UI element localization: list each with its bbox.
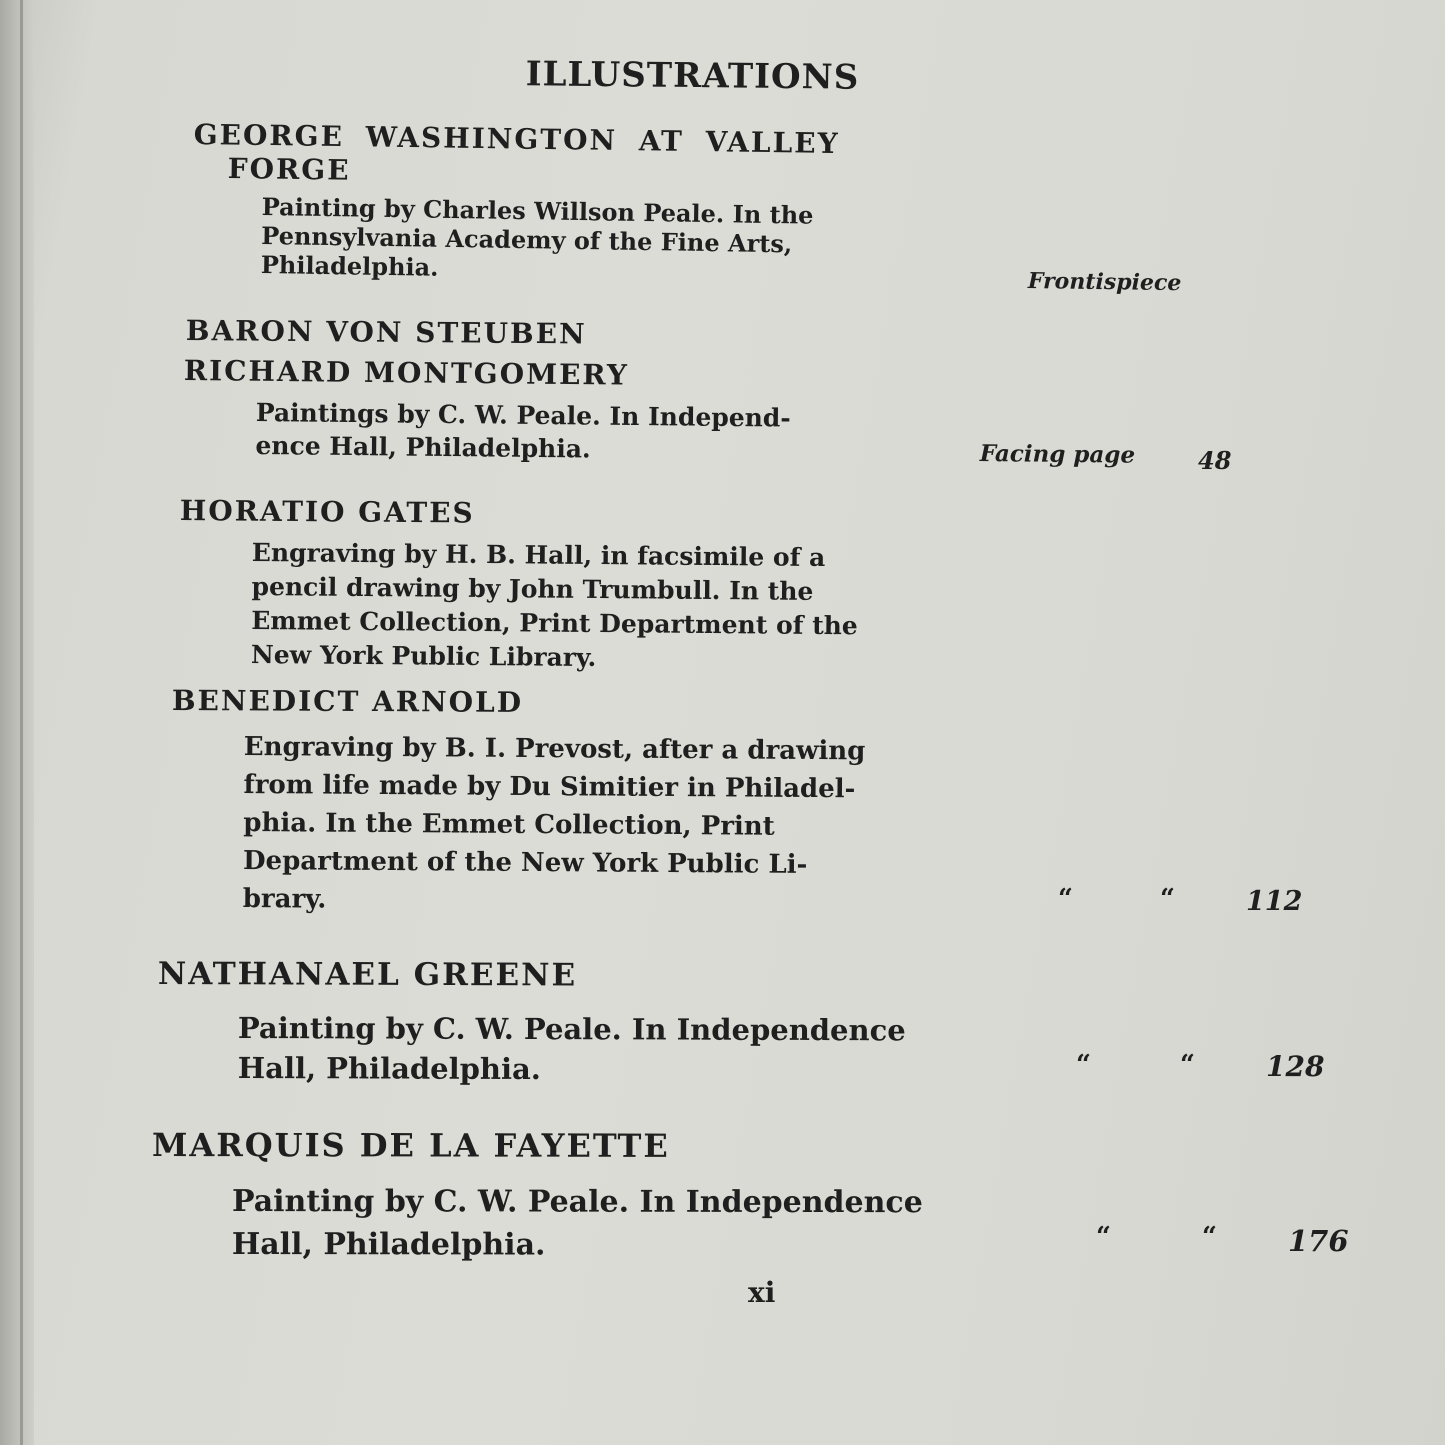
entry-ditto-greene-1: “ — [1076, 1050, 1091, 1080]
binding-edge — [0, 0, 34, 1445]
entry-description-gates: Engraving by H. B. Hall, in facsimile of a pencil drawing by John Trumbull. In the Emmet Collection, Print Department of the New York Public Library. — [250, 537, 858, 673]
entry-description-washington: Painting by Charles Willson Peale. In the Pennsylvania Academy of the Fine Arts, Philadelphia. — [260, 192, 814, 282]
entry-ditto-lafayette-2: “ — [1202, 1222, 1217, 1252]
entry-ditto-arnold-1: “ — [1058, 884, 1073, 914]
entry-title-washington: GEORGE WASHINGTON AT VALLEY — [193, 118, 840, 161]
page-folio: xi — [748, 1276, 776, 1309]
page-heading: ILLUSTRATIONS — [525, 54, 860, 98]
entry-page-montgomery: 48 — [1198, 446, 1232, 475]
binding-line — [20, 0, 23, 1445]
entry-ditto-greene-2: “ — [1180, 1050, 1195, 1080]
entry-title-steuben: BARON VON STEUBEN — [185, 314, 587, 351]
entry-placement-washington: Frontispiece — [1027, 268, 1182, 297]
entry-title-montgomery: RICHARD MONTGOMERY — [183, 354, 629, 392]
entry-ditto-arnold-2: “ — [1160, 884, 1175, 914]
entry-title-washington-cont: FORGE — [227, 152, 351, 187]
entry-title-lafayette: MARQUIS DE LA FAYETTE — [151, 1126, 670, 1165]
entry-description-montgomery: Paintings by C. W. Peale. In Independ- ence Hall, Philadelphia. — [255, 397, 791, 464]
entry-ditto-lafayette-1: “ — [1096, 1222, 1111, 1252]
entry-description-arnold: Engraving by B. I. Prevost, after a drawing from life made by Du Simitier in Philadel- phia. In the Emmet Collection, Print Department of the New York Public Li- brary. — [242, 731, 866, 915]
entry-page-greene: 128 — [1266, 1050, 1325, 1083]
entry-title-arnold: BENEDICT ARNOLD — [171, 684, 524, 719]
entry-description-lafayette: Painting by C. W. Peale. In Independence Hall, Philadelphia. — [231, 1184, 923, 1263]
entry-title-gates: HORATIO GATES — [179, 494, 475, 530]
entry-title-greene: NATHANAEL GREENE — [157, 956, 578, 994]
entry-placement-montgomery: Facing page — [979, 440, 1136, 469]
entry-description-greene: Painting by C. W. Peale. In Independence Hall, Philadelphia. — [237, 1011, 906, 1087]
entry-page-arnold: 112 — [1246, 886, 1303, 917]
entry-page-lafayette: 176 — [1288, 1224, 1349, 1258]
